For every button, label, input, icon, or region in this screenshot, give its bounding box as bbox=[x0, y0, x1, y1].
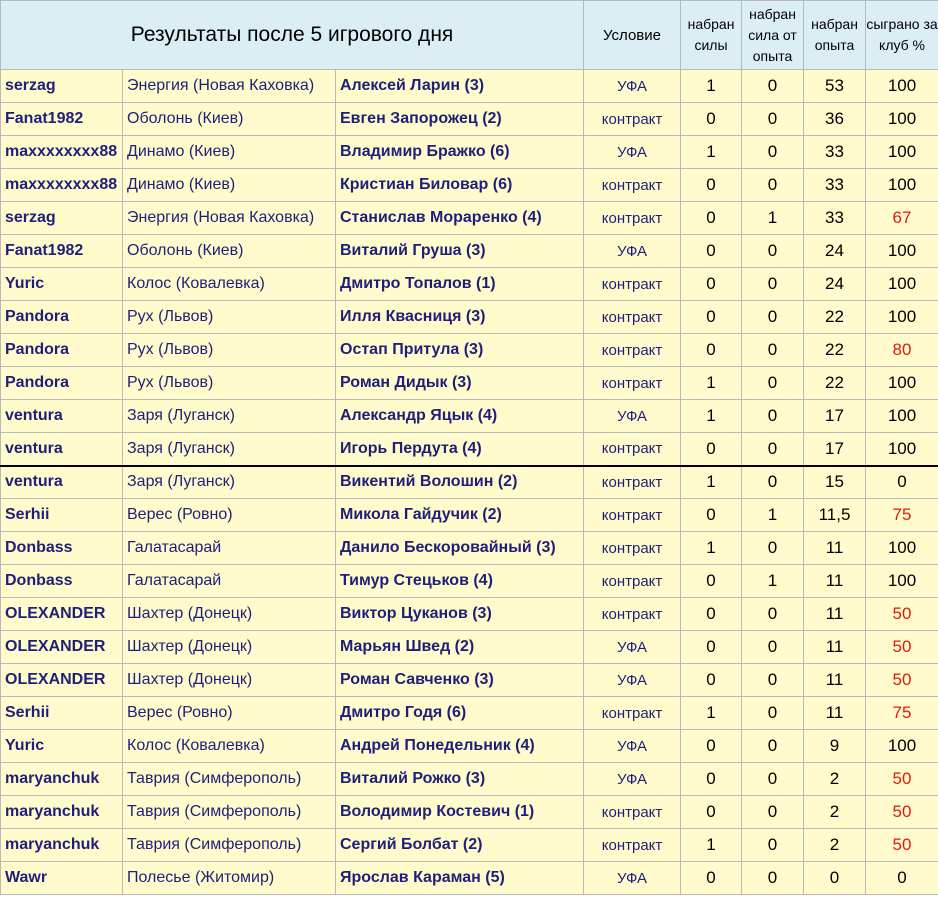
condition-cell: УФА bbox=[584, 664, 681, 697]
played-pct-cell: 100 bbox=[866, 70, 938, 103]
club-cell: Верес (Ровно) bbox=[123, 499, 336, 532]
exp-gained-cell: 11 bbox=[804, 532, 866, 565]
player-cell: Виталий Груша (3) bbox=[336, 235, 584, 268]
user-cell: maryanchuk bbox=[1, 829, 123, 862]
user-cell: ventura bbox=[1, 433, 123, 466]
user-cell: OLEXANDER bbox=[1, 664, 123, 697]
strength-gained-cell: 1 bbox=[681, 70, 742, 103]
player-cell: Евген Запорожец (2) bbox=[336, 103, 584, 136]
table-row bbox=[1, 565, 938, 598]
strength-gained-cell: 0 bbox=[681, 763, 742, 796]
played-pct-cell: 50 bbox=[866, 829, 938, 862]
strength-from-exp-cell: 0 bbox=[742, 169, 804, 202]
table-title: Результаты после 5 игрового дня bbox=[1, 1, 584, 70]
table-row bbox=[1, 367, 938, 400]
strength-gained-cell: 0 bbox=[681, 664, 742, 697]
condition-cell: контракт bbox=[584, 268, 681, 301]
exp-gained-cell: 9 bbox=[804, 730, 866, 763]
exp-gained-cell: 2 bbox=[804, 829, 866, 862]
condition-cell: УФА bbox=[584, 862, 681, 895]
player-cell: Викентий Волошин (2) bbox=[336, 466, 584, 499]
table-row bbox=[1, 763, 938, 796]
strength-from-exp-cell: 0 bbox=[742, 763, 804, 796]
table-body bbox=[1, 70, 938, 895]
club-cell: Энергия (Новая Каховка) bbox=[123, 70, 336, 103]
strength-from-exp-cell: 0 bbox=[742, 334, 804, 367]
table-row bbox=[1, 796, 938, 829]
played-pct-cell: 50 bbox=[866, 664, 938, 697]
condition-cell: контракт bbox=[584, 796, 681, 829]
player-cell: Владимир Бражко (6) bbox=[336, 136, 584, 169]
user-cell: maryanchuk bbox=[1, 763, 123, 796]
table-header bbox=[1, 1, 938, 70]
strength-from-exp-cell: 1 bbox=[742, 565, 804, 598]
played-pct-cell: 50 bbox=[866, 631, 938, 664]
club-cell: Колос (Ковалевка) bbox=[123, 268, 336, 301]
table-row bbox=[1, 334, 938, 367]
strength-gained-cell: 0 bbox=[681, 730, 742, 763]
condition-cell: контракт bbox=[584, 202, 681, 235]
player-cell: Марьян Швед (2) bbox=[336, 631, 584, 664]
club-cell: Заря (Луганск) bbox=[123, 400, 336, 433]
condition-cell: УФА bbox=[584, 70, 681, 103]
club-cell: Шахтер (Донецк) bbox=[123, 664, 336, 697]
exp-gained-cell: 2 bbox=[804, 796, 866, 829]
club-cell: Динамо (Киев) bbox=[123, 169, 336, 202]
club-cell: Рух (Львов) bbox=[123, 334, 336, 367]
user-cell: Wawr bbox=[1, 862, 123, 895]
table-row bbox=[1, 235, 938, 268]
player-cell: Дмитро Годя (6) bbox=[336, 697, 584, 730]
table-row bbox=[1, 169, 938, 202]
table-row bbox=[1, 400, 938, 433]
strength-from-exp-cell: 0 bbox=[742, 598, 804, 631]
strength-gained-cell: 0 bbox=[681, 862, 742, 895]
exp-gained-cell: 22 bbox=[804, 367, 866, 400]
strength-from-exp-cell: 1 bbox=[742, 499, 804, 532]
strength-gained-cell: 0 bbox=[681, 433, 742, 466]
condition-cell: контракт bbox=[584, 466, 681, 499]
strength-gained-cell: 0 bbox=[681, 301, 742, 334]
strength-from-exp-cell: 0 bbox=[742, 235, 804, 268]
exp-gained-cell: 36 bbox=[804, 103, 866, 136]
strength-from-exp-cell: 0 bbox=[742, 103, 804, 136]
strength-from-exp-cell: 0 bbox=[742, 70, 804, 103]
header-exp-gained: набран опыта bbox=[804, 1, 866, 70]
strength-gained-cell: 0 bbox=[681, 169, 742, 202]
strength-gained-cell: 0 bbox=[681, 202, 742, 235]
user-cell: OLEXANDER bbox=[1, 631, 123, 664]
exp-gained-cell: 15 bbox=[804, 466, 866, 499]
club-cell: Энергия (Новая Каховка) bbox=[123, 202, 336, 235]
player-cell: Кристиан Биловар (6) bbox=[336, 169, 584, 202]
exp-gained-cell: 11 bbox=[804, 598, 866, 631]
player-cell: Тимур Стецьков (4) bbox=[336, 565, 584, 598]
table-row bbox=[1, 598, 938, 631]
table-row bbox=[1, 103, 938, 136]
strength-from-exp-cell: 0 bbox=[742, 862, 804, 895]
condition-cell: контракт bbox=[584, 532, 681, 565]
strength-gained-cell: 0 bbox=[681, 499, 742, 532]
table-row bbox=[1, 829, 938, 862]
exp-gained-cell: 33 bbox=[804, 169, 866, 202]
table-row bbox=[1, 499, 938, 532]
played-pct-cell: 100 bbox=[866, 367, 938, 400]
table-row bbox=[1, 268, 938, 301]
strength-gained-cell: 1 bbox=[681, 400, 742, 433]
club-cell: Рух (Львов) bbox=[123, 301, 336, 334]
player-cell: Андрей Понедельник (4) bbox=[336, 730, 584, 763]
player-cell: Александр Яцык (4) bbox=[336, 400, 584, 433]
condition-cell: контракт bbox=[584, 697, 681, 730]
strength-gained-cell: 0 bbox=[681, 103, 742, 136]
player-cell: Володимир Костевич (1) bbox=[336, 796, 584, 829]
table-row bbox=[1, 631, 938, 664]
header-strength-from-exp: набран сила от опыта bbox=[742, 1, 804, 70]
strength-gained-cell: 1 bbox=[681, 829, 742, 862]
user-cell: Yuric bbox=[1, 268, 123, 301]
strength-gained-cell: 0 bbox=[681, 268, 742, 301]
club-cell: Шахтер (Донецк) bbox=[123, 631, 336, 664]
club-cell: Галатасарай bbox=[123, 532, 336, 565]
user-cell: maxxxxxxxx88 bbox=[1, 136, 123, 169]
club-cell: Рух (Львов) bbox=[123, 367, 336, 400]
condition-cell: контракт bbox=[584, 301, 681, 334]
strength-from-exp-cell: 0 bbox=[742, 268, 804, 301]
played-pct-cell: 0 bbox=[866, 862, 938, 895]
strength-from-exp-cell: 0 bbox=[742, 136, 804, 169]
strength-from-exp-cell: 0 bbox=[742, 829, 804, 862]
user-cell: Pandora bbox=[1, 334, 123, 367]
strength-gained-cell: 0 bbox=[681, 565, 742, 598]
condition-cell: контракт bbox=[584, 367, 681, 400]
header-strength-gained: набран силы bbox=[681, 1, 742, 70]
strength-gained-cell: 0 bbox=[681, 235, 742, 268]
user-cell: Serhii bbox=[1, 697, 123, 730]
condition-cell: УФА bbox=[584, 136, 681, 169]
club-cell: Галатасарай bbox=[123, 565, 336, 598]
user-cell: maxxxxxxxx88 bbox=[1, 169, 123, 202]
user-cell: Donbass bbox=[1, 532, 123, 565]
strength-gained-cell: 1 bbox=[681, 367, 742, 400]
player-cell: Дмитро Топалов (1) bbox=[336, 268, 584, 301]
played-pct-cell: 100 bbox=[866, 235, 938, 268]
condition-cell: УФА bbox=[584, 730, 681, 763]
exp-gained-cell: 11,5 bbox=[804, 499, 866, 532]
played-pct-cell: 100 bbox=[866, 565, 938, 598]
table-row bbox=[1, 70, 938, 103]
played-pct-cell: 75 bbox=[866, 499, 938, 532]
condition-cell: контракт bbox=[584, 598, 681, 631]
player-cell: Сергий Болбат (2) bbox=[336, 829, 584, 862]
exp-gained-cell: 33 bbox=[804, 136, 866, 169]
played-pct-cell: 50 bbox=[866, 796, 938, 829]
exp-gained-cell: 53 bbox=[804, 70, 866, 103]
exp-gained-cell: 33 bbox=[804, 202, 866, 235]
player-cell: Микола Гайдучик (2) bbox=[336, 499, 584, 532]
player-cell: Илля Квасниця (3) bbox=[336, 301, 584, 334]
player-cell: Алексей Ларин (3) bbox=[336, 70, 584, 103]
played-pct-cell: 100 bbox=[866, 400, 938, 433]
exp-gained-cell: 11 bbox=[804, 565, 866, 598]
club-cell: Верес (Ровно) bbox=[123, 697, 336, 730]
club-cell: Полесье (Житомир) bbox=[123, 862, 336, 895]
condition-cell: контракт bbox=[584, 829, 681, 862]
table-row bbox=[1, 730, 938, 763]
strength-gained-cell: 1 bbox=[681, 532, 742, 565]
table-row bbox=[1, 433, 938, 466]
player-cell: Игорь Пердута (4) bbox=[336, 433, 584, 466]
played-pct-cell: 100 bbox=[866, 268, 938, 301]
condition-cell: УФА bbox=[584, 235, 681, 268]
player-cell: Роман Савченко (3) bbox=[336, 664, 584, 697]
strength-from-exp-cell: 1 bbox=[742, 202, 804, 235]
condition-cell: контракт bbox=[584, 103, 681, 136]
played-pct-cell: 50 bbox=[866, 763, 938, 796]
played-pct-cell: 100 bbox=[866, 532, 938, 565]
club-cell: Оболонь (Киев) bbox=[123, 103, 336, 136]
player-cell: Виктор Цуканов (3) bbox=[336, 598, 584, 631]
played-pct-cell: 0 bbox=[866, 466, 938, 499]
player-cell: Остап Притула (3) bbox=[336, 334, 584, 367]
exp-gained-cell: 17 bbox=[804, 400, 866, 433]
user-cell: Pandora bbox=[1, 367, 123, 400]
strength-gained-cell: 1 bbox=[681, 466, 742, 499]
user-cell: maryanchuk bbox=[1, 796, 123, 829]
condition-cell: УФА bbox=[584, 631, 681, 664]
user-cell: serzag bbox=[1, 202, 123, 235]
strength-gained-cell: 0 bbox=[681, 796, 742, 829]
club-cell: Таврия (Симферополь) bbox=[123, 796, 336, 829]
condition-cell: контракт bbox=[584, 433, 681, 466]
exp-gained-cell: 24 bbox=[804, 235, 866, 268]
user-cell: ventura bbox=[1, 466, 123, 499]
strength-from-exp-cell: 0 bbox=[742, 697, 804, 730]
user-cell: OLEXANDER bbox=[1, 598, 123, 631]
played-pct-cell: 100 bbox=[866, 301, 938, 334]
strength-from-exp-cell: 0 bbox=[742, 466, 804, 499]
exp-gained-cell: 22 bbox=[804, 301, 866, 334]
player-cell: Виталий Рожко (3) bbox=[336, 763, 584, 796]
strength-gained-cell: 0 bbox=[681, 598, 742, 631]
table-row bbox=[1, 664, 938, 697]
user-cell: Fanat1982 bbox=[1, 235, 123, 268]
club-cell: Оболонь (Киев) bbox=[123, 235, 336, 268]
user-cell: Yuric bbox=[1, 730, 123, 763]
strength-gained-cell: 0 bbox=[681, 631, 742, 664]
club-cell: Динамо (Киев) bbox=[123, 136, 336, 169]
strength-from-exp-cell: 0 bbox=[742, 664, 804, 697]
table-row bbox=[1, 466, 938, 499]
table-row bbox=[1, 202, 938, 235]
player-cell: Роман Дидык (3) bbox=[336, 367, 584, 400]
played-pct-cell: 80 bbox=[866, 334, 938, 367]
played-pct-cell: 50 bbox=[866, 598, 938, 631]
strength-from-exp-cell: 0 bbox=[742, 631, 804, 664]
played-pct-cell: 100 bbox=[866, 103, 938, 136]
played-pct-cell: 100 bbox=[866, 169, 938, 202]
user-cell: Pandora bbox=[1, 301, 123, 334]
player-cell: Ярослав Караман (5) bbox=[336, 862, 584, 895]
club-cell: Шахтер (Донецк) bbox=[123, 598, 336, 631]
strength-gained-cell: 1 bbox=[681, 697, 742, 730]
player-cell: Данило Бескоровайный (3) bbox=[336, 532, 584, 565]
table-row bbox=[1, 136, 938, 169]
exp-gained-cell: 11 bbox=[804, 697, 866, 730]
club-cell: Колос (Ковалевка) bbox=[123, 730, 336, 763]
table-row bbox=[1, 532, 938, 565]
exp-gained-cell: 17 bbox=[804, 433, 866, 466]
strength-from-exp-cell: 0 bbox=[742, 433, 804, 466]
club-cell: Таврия (Симферополь) bbox=[123, 763, 336, 796]
strength-from-exp-cell: 0 bbox=[742, 532, 804, 565]
user-cell: Serhii bbox=[1, 499, 123, 532]
player-cell: Станислав Мораренко (4) bbox=[336, 202, 584, 235]
exp-gained-cell: 24 bbox=[804, 268, 866, 301]
played-pct-cell: 67 bbox=[866, 202, 938, 235]
table-row bbox=[1, 862, 938, 895]
exp-gained-cell: 22 bbox=[804, 334, 866, 367]
strength-from-exp-cell: 0 bbox=[742, 301, 804, 334]
exp-gained-cell: 0 bbox=[804, 862, 866, 895]
user-cell: Fanat1982 bbox=[1, 103, 123, 136]
header-played-pct: сыграно за клуб % bbox=[866, 1, 938, 70]
condition-cell: контракт bbox=[584, 565, 681, 598]
played-pct-cell: 100 bbox=[866, 730, 938, 763]
condition-cell: контракт bbox=[584, 499, 681, 532]
condition-cell: контракт bbox=[584, 334, 681, 367]
condition-cell: УФА bbox=[584, 763, 681, 796]
strength-gained-cell: 1 bbox=[681, 136, 742, 169]
played-pct-cell: 75 bbox=[866, 697, 938, 730]
club-cell: Заря (Луганск) bbox=[123, 466, 336, 499]
user-cell: Donbass bbox=[1, 565, 123, 598]
played-pct-cell: 100 bbox=[866, 433, 938, 466]
strength-from-exp-cell: 0 bbox=[742, 400, 804, 433]
exp-gained-cell: 11 bbox=[804, 664, 866, 697]
strength-gained-cell: 0 bbox=[681, 334, 742, 367]
condition-cell: контракт bbox=[584, 169, 681, 202]
club-cell: Таврия (Симферополь) bbox=[123, 829, 336, 862]
user-cell: serzag bbox=[1, 70, 123, 103]
club-cell: Заря (Луганск) bbox=[123, 433, 336, 466]
strength-from-exp-cell: 0 bbox=[742, 367, 804, 400]
exp-gained-cell: 11 bbox=[804, 631, 866, 664]
table-row bbox=[1, 301, 938, 334]
strength-from-exp-cell: 0 bbox=[742, 796, 804, 829]
header-condition: Условие bbox=[584, 1, 681, 70]
exp-gained-cell: 2 bbox=[804, 763, 866, 796]
played-pct-cell: 100 bbox=[866, 136, 938, 169]
user-cell: ventura bbox=[1, 400, 123, 433]
strength-from-exp-cell: 0 bbox=[742, 730, 804, 763]
table-row bbox=[1, 697, 938, 730]
condition-cell: УФА bbox=[584, 400, 681, 433]
